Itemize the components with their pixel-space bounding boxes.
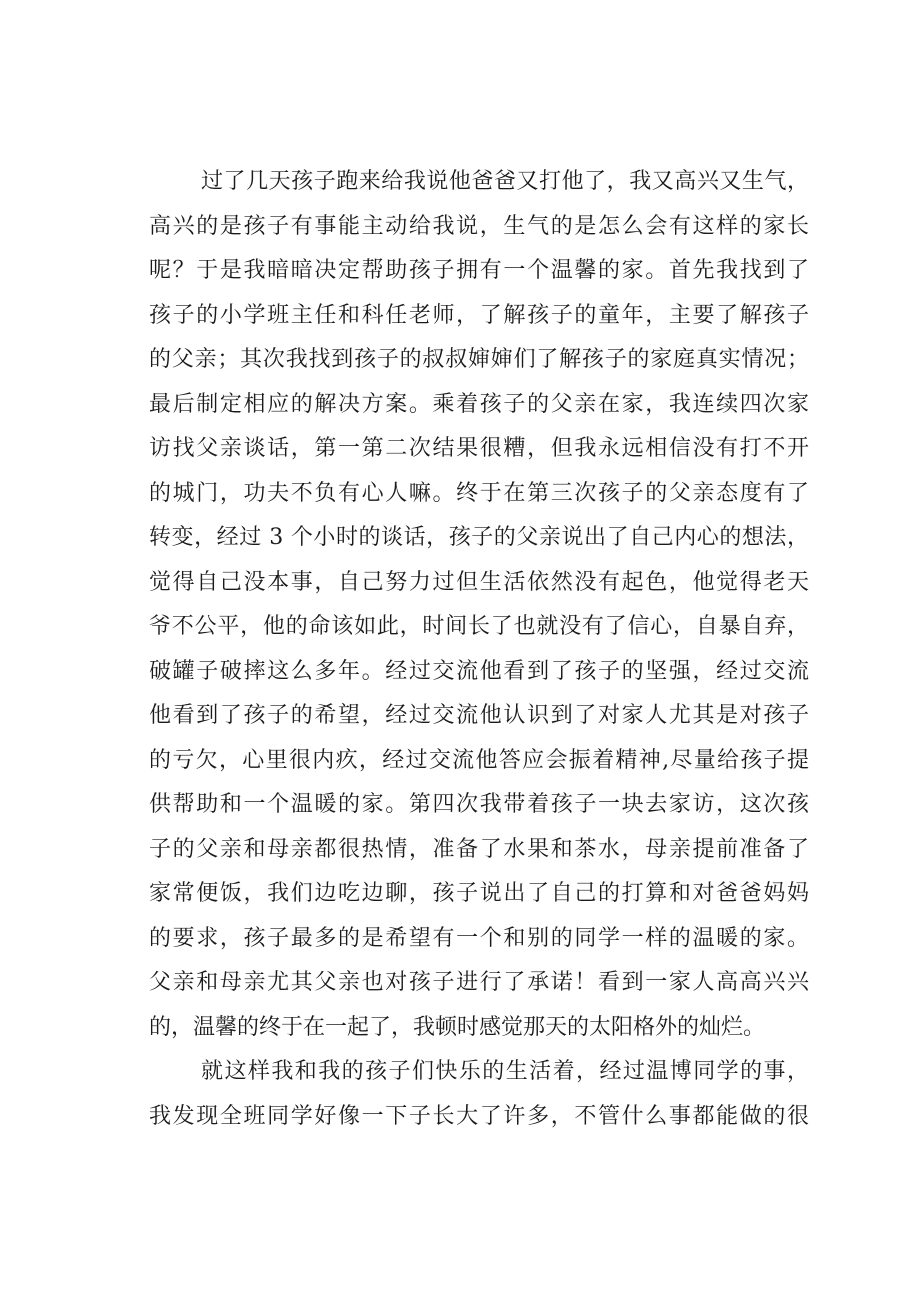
body-text — [149, 160, 809, 1139]
text-line: 孩子的小学班主任和科任老师，了解孩子的童年，主要了解孩子 — [149, 302, 809, 328]
text-line: 就这样我和我的孩子们快乐的生活着，经过温博同学的事， — [201, 1059, 809, 1084]
text-line: 父亲和母亲尤其父亲也对孩子进行了承诺！看到一家人高高兴兴 — [149, 970, 809, 995]
text-line: 的城门，功夫不负有心人嘛。终于在第三次孩子的父亲态度有了 — [149, 480, 809, 506]
text-line: 他看到了孩子的希望，经过交流他认识到了对家人尤其是对孩子 — [149, 703, 809, 728]
text-line: 呢？于是我暗暗决定帮助孩子拥有一个温馨的家。首先我找到了 — [149, 258, 809, 283]
text-line: 的，温馨的终于在一起了，我顿时感觉那天的太阳格外的灿烂。 — [149, 1014, 766, 1040]
text-line: 的父亲；其次我找到孩子的叔叔婶婶们了解孩子的家庭真实情况； — [149, 347, 809, 372]
text-line: 供帮助和一个温暖的家。第四次我带着孩子一块去家访，这次孩 — [149, 792, 809, 817]
text-line: 高兴的是孩子有事能主动给我说，生气的是怎么会有这样的家长 — [149, 213, 809, 239]
text-line: 爷不公平，他的命该如此，时间长了也就没有了信心，自暴自弃， — [149, 614, 809, 639]
text-line: 过了几天孩子跑来给我说他爸爸又打他了，我又高兴又生气， — [201, 169, 809, 194]
text-line: 觉得自己没本事，自己努力过但生活依然没有起色，他觉得老天 — [149, 569, 809, 595]
text-line: 最后制定相应的解决方案。乘着孩子的父亲在家，我连续四次家 — [149, 391, 809, 417]
text-line: 访找父亲谈话，第一第二次结果很糟，但我永远相信没有打不开 — [149, 436, 809, 461]
text-line: 转变，经过 3 个小时的谈话，孩子的父亲说出了自己内心的想法， — [149, 525, 809, 550]
text-line: 的要求，孩子最多的是希望有一个和别的同学一样的温暖的家。 — [149, 925, 809, 951]
text-line: 家常便饭，我们边吃边聊，孩子说出了自己的打算和对爸爸妈妈 — [149, 881, 809, 906]
text-line: 我发现全班同学好像一下子长大了许多，不管什么事都能做的很 — [149, 1103, 809, 1129]
text-line: 的亏欠，心里很内疚，经过交流他答应会振着精神,尽量给孩子提 — [149, 747, 809, 773]
text-line: 子的父亲和母亲都很热情，准备了水果和茶水，母亲提前准备了 — [149, 836, 809, 862]
text-line: 破罐子破摔这么多年。经过交流他看到了孩子的坚强，经过交流 — [149, 658, 809, 684]
